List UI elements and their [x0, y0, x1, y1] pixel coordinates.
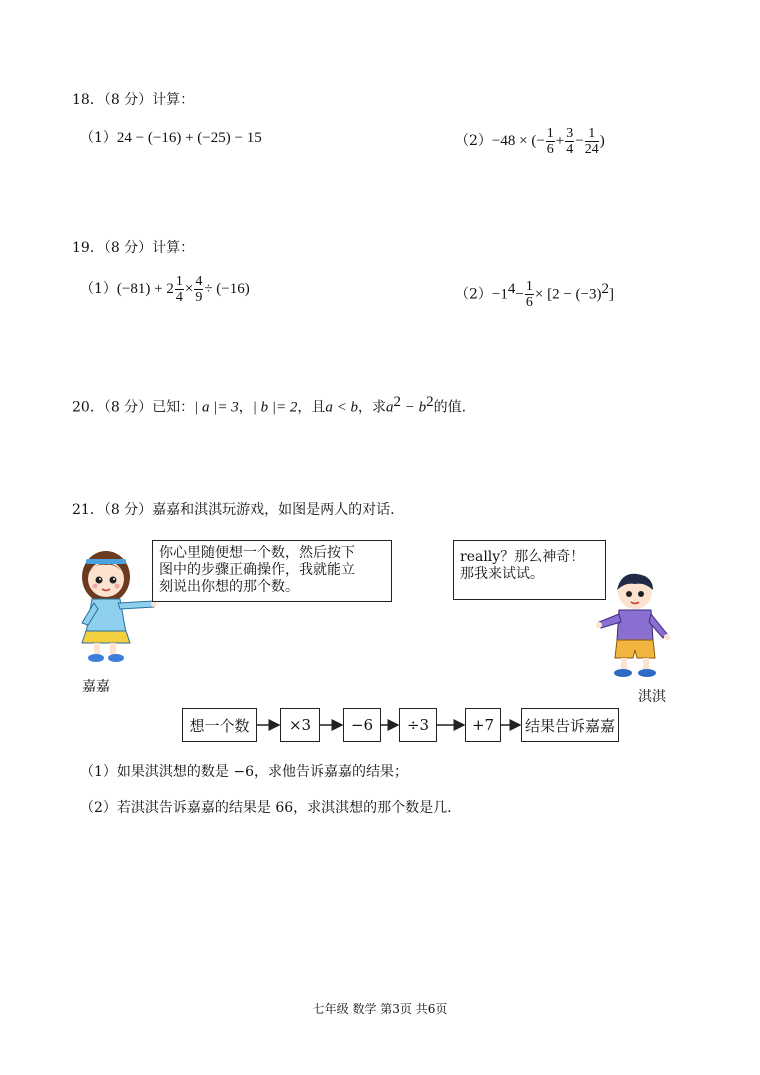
- q18-header: 18．（8 分）计算：: [72, 92, 195, 108]
- boy-name: 淇淇: [638, 689, 666, 705]
- q20-exp-a: 2: [393, 394, 402, 410]
- q19-header: 19．（8 分）计算：: [72, 240, 195, 256]
- q20-exp-b: 2: [426, 394, 434, 410]
- q19-part1-label: （1）: [80, 281, 117, 297]
- q19-frac3: $\frac{1}{6}$: [525, 279, 533, 311]
- q18-frac2: $\frac{3}{4}$: [566, 125, 574, 157]
- q19-part2: [455, 272, 614, 312]
- q19-mid: × [2 − (−3): [534, 286, 602, 303]
- q21-sub1: （1）如果淇淇想的数是 −6，求他告诉嘉嘉的结果；: [80, 764, 408, 780]
- flow-step-2: ×3: [280, 708, 320, 742]
- q20-mid: ，且: [297, 399, 326, 416]
- boy-speech-line-2: 那我来试试。: [460, 566, 544, 582]
- q19-part1: [80, 272, 250, 306]
- q19-op2: −: [515, 286, 524, 303]
- flow-step-3: −6: [343, 708, 381, 742]
- q21-header: 21．（8 分）嘉嘉和淇淇玩游戏，如图是两人的对话.: [72, 502, 395, 518]
- q20-cond2: | b |= 2: [252, 399, 298, 416]
- q19-exp2: 2: [601, 281, 609, 297]
- q19-post2: ]: [608, 286, 614, 303]
- q20-sep1: ，: [238, 399, 253, 416]
- q19-post1: ÷ (−16): [204, 281, 250, 297]
- girl-illustration: [74, 545, 158, 665]
- q18-part1-label: （1）: [80, 130, 117, 146]
- q18-part2: [455, 124, 605, 158]
- q18-frac3: $\frac{1}{24}$: [584, 125, 599, 157]
- q19-part2-label: （2）: [455, 286, 492, 303]
- page-footer: 七年级 数学 第3页 共6页: [312, 1002, 448, 1016]
- q20-expr-b: − b: [401, 399, 427, 416]
- q18-op2: −: [575, 133, 584, 149]
- girl-speech-bubble: [152, 540, 392, 602]
- flow-step-5: +7: [465, 708, 501, 742]
- q19-part1-pre: (−81) + 2: [116, 281, 174, 297]
- q19-frac1: $\frac{1}{4}$: [175, 273, 183, 305]
- q20-mid2: ，求: [358, 399, 387, 416]
- flow-arrows: [0, 716, 760, 736]
- q19-exp1: 4: [507, 281, 516, 297]
- q20-prefix: 20．（8 分）已知：: [72, 399, 195, 416]
- q18-frac1: $\frac{1}{6}$: [546, 125, 554, 157]
- flow-step-4: ÷3: [399, 708, 437, 742]
- girl-name: 嘉嘉: [82, 679, 110, 695]
- q20-expr-a: a: [386, 399, 394, 416]
- q18-post: ): [599, 133, 605, 149]
- q18-part1-expr: 24 − (−16) + (−25) − 15: [116, 130, 262, 146]
- q20-line: [72, 392, 466, 418]
- girl-speech-line-1: 你心里随便想一个数，然后按下: [159, 545, 355, 561]
- q19-frac2: $\frac{4}{9}$: [195, 273, 203, 305]
- q18-part2-label: （2）: [455, 133, 492, 149]
- q21-sub2: （2）若淇淇告诉嘉嘉的结果是 66，求淇淇想的那个数是几.: [80, 800, 452, 816]
- flow-step-1: 想一个数: [182, 708, 257, 742]
- flow-step-6: 结果告诉嘉嘉: [521, 708, 619, 742]
- boy-speech-bubble: [453, 540, 606, 600]
- q19-part2-pre: −1: [491, 286, 508, 303]
- girl-speech-line-3: 刻说出你想的那个数。: [159, 579, 299, 595]
- q18-op1: +: [555, 133, 565, 149]
- q20-cond1: | a |= 3: [194, 399, 239, 416]
- q19-op1: ×: [184, 281, 194, 297]
- q18-part1: [80, 128, 262, 148]
- boy-speech-line-1: really？那么神奇！: [460, 549, 585, 565]
- boy-illustration: [595, 570, 677, 682]
- q20-cond3: a < b: [325, 399, 359, 416]
- q18-part2-pre: −48 × (−: [491, 133, 545, 149]
- girl-speech-line-2: 图中的步骤正确操作，我就能立: [159, 562, 355, 578]
- q20-suffix: 的值.: [433, 399, 467, 416]
